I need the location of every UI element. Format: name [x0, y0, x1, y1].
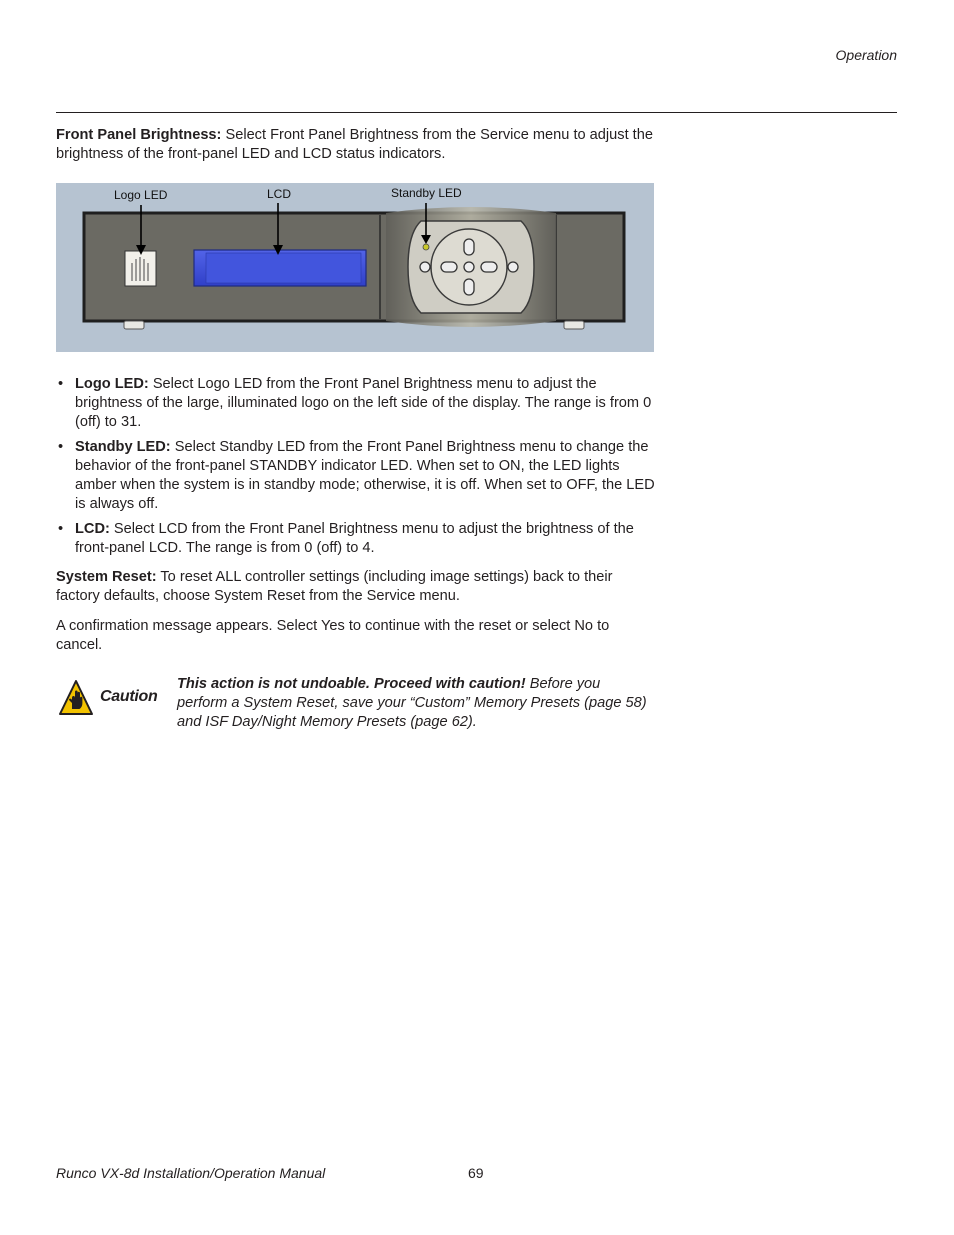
caution-body-text: Before you perform a System Reset, save your “Custom” Memory Presets (page 58) and ISF Day/Night Memory Presets (page 62).: [177, 676, 647, 730]
front-panel-text: Select Front Panel Brightness from the Service menu to adjust the brightness of the front-panel LED and LCD status indicators.: [56, 127, 653, 162]
system-reset-paragraph: [56, 568, 656, 606]
down-button: [464, 279, 474, 295]
caution-hand-icon: [58, 679, 94, 717]
standby-led-label: Standby LED: [391, 186, 462, 200]
list-item: [56, 438, 656, 514]
logo-led-label: Logo LED: [114, 188, 168, 202]
caution-text: [177, 675, 647, 732]
confirmation-paragraph: A confirmation message appears. Select Yes to continue with the reset or select No to cancel.: [56, 618, 610, 653]
front-panel-heading: Front Panel Brightness:: [56, 127, 222, 143]
header-rule: [56, 112, 897, 113]
bullet-text: Select LCD from the Front Panel Brightness menu to adjust the brightness of the front-panel LCD. The range is from 0 (off) to 4.: [75, 521, 634, 556]
up-button: [464, 239, 474, 255]
system-reset-heading: System Reset:: [56, 569, 157, 585]
right-button: [508, 262, 518, 272]
bullet-text: Select Standby LED from the Front Panel Brightness menu to change the behavior of the front-panel STANDBY indicator LED. When set to ON, the LED lights amber when the system is in standby mode; otherwise, it is off. When set to OFF, the LED is always off.: [75, 439, 655, 512]
system-reset-text: To reset ALL controller settings (including image settings) back to their factory defaults, choose System Reset from the Service menu.: [56, 569, 613, 604]
left-button: [420, 262, 430, 272]
front-panel-figure: [56, 183, 654, 352]
caution-bold-text: This action is not undoable. Proceed with caution!: [177, 676, 526, 692]
list-item: [56, 375, 656, 432]
list-item: [56, 520, 656, 558]
brightness-options-list: [56, 375, 656, 564]
caution-label: Caution: [100, 688, 158, 705]
lcd-label: LCD: [267, 187, 292, 201]
footer-page-number: 69: [468, 1165, 484, 1181]
footer-manual-title: Runco VX-8d Installation/Operation Manual: [56, 1165, 326, 1181]
bullet-symbol: •: [58, 439, 64, 455]
running-header: Operation: [835, 47, 897, 63]
bullet-term: LCD:: [75, 521, 110, 537]
center-button: [464, 262, 474, 272]
front-panel-brightness-paragraph: [56, 126, 656, 164]
standby-led: [423, 244, 429, 250]
bullet-symbol: •: [58, 376, 64, 392]
bullet-symbol: •: [58, 521, 64, 537]
bullet-text: Select Logo LED from the Front Panel Brightness menu to adjust the brightness of the large, illuminated logo on the left side of the display. The range is from 0 (off) to 31.: [75, 376, 652, 430]
bullet-term: Standby LED:: [75, 439, 171, 455]
bullet-term: Logo LED:: [75, 376, 149, 392]
front-panel-illustration: [56, 183, 654, 352]
